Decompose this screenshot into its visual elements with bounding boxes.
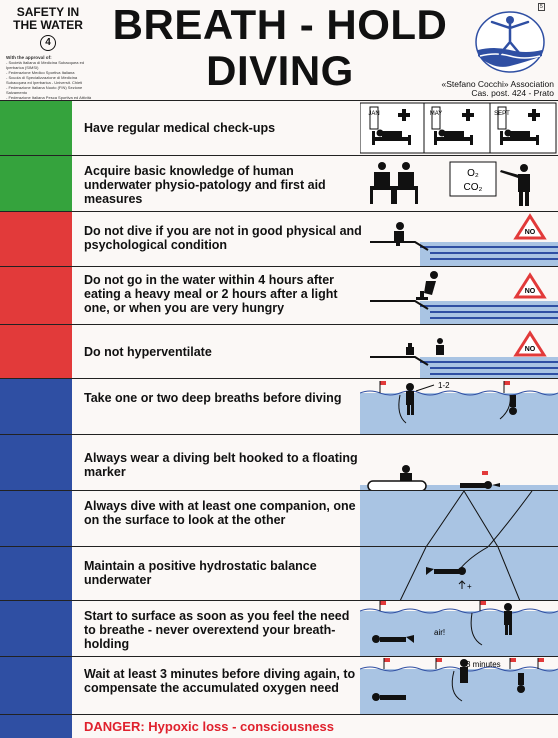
- poster-header: [0, 0, 558, 100]
- plus-label: +: [467, 582, 472, 591]
- title-line-2: DIVING: [206, 47, 354, 94]
- safety-number: 4: [40, 35, 56, 51]
- association-address: Cas. post. 424 - Prato: [471, 88, 554, 98]
- deep-breaths-pictogram: [360, 379, 558, 435]
- rule-text: Do not hyperventilate: [84, 345, 212, 359]
- three-minutes-label: 3 minutes: [466, 660, 501, 669]
- category-band: [0, 547, 72, 600]
- month-may-label: MAY: [429, 111, 443, 117]
- rule-text: Always wear a diving belt hooked to a floating marker: [84, 451, 358, 479]
- rule-row: [0, 211, 558, 266]
- physiology-pictogram: [360, 156, 558, 212]
- title-line-1: BREATH - HOLD: [112, 1, 448, 48]
- rule-row: [0, 100, 558, 155]
- rule-text: Wait at least 3 minutes before diving again, to compensate the accumulated oxygen need: [84, 667, 356, 695]
- category-band: [0, 212, 72, 266]
- rule-text: Acquire basic knowledge of human underwater physio-patology and first aid measures: [84, 164, 326, 206]
- category-band: [0, 491, 72, 546]
- approval-line: - Federazione Italiana Nuoto (FIN) Sezione Salvamento: [6, 85, 83, 95]
- rule-row: [0, 378, 558, 434]
- category-band: [0, 101, 72, 155]
- rule-row: [0, 600, 558, 656]
- rule-row: [0, 546, 558, 600]
- no-sign-label: NO: [524, 346, 536, 353]
- rule-text: Start to surface as soon as you feel the need to breathe - never overextend your breath-holding: [84, 609, 350, 651]
- page-title: [100, 2, 460, 94]
- approval-title: With the approval of:: [6, 55, 52, 60]
- air-label: air!: [434, 628, 446, 637]
- approval-line: - Scuola di Specializzazione di Medicina Subacquea ed Iperbarica - Universit. Chieti: [6, 75, 83, 85]
- rule-text: Maintain a positive hydrostatic balance underwater: [84, 559, 317, 587]
- rule-text: Do not dive if you are not in good physical and psychological condition: [84, 224, 362, 252]
- approval-line: - Società Italiana di Medicina Subacquea ed Iperbarica (SIMSI): [6, 60, 85, 70]
- condition-pictogram: [360, 212, 558, 267]
- breaths-label: 1-2: [438, 381, 450, 390]
- association-name: «Stefano Cocchi» Association: [441, 79, 554, 89]
- category-band: [0, 267, 72, 324]
- companion-pictogram: [360, 491, 558, 547]
- rule-text: Have regular medical check-ups: [84, 121, 276, 135]
- approval-line: - Federazione Italiana Pesca Sportiva ed Attività: [6, 95, 92, 100]
- no-warning-icon: [516, 333, 544, 355]
- category-band: [0, 715, 72, 738]
- no-warning-icon: [516, 216, 544, 238]
- rule-row: [0, 490, 558, 546]
- no-sign-label: NO: [524, 288, 536, 295]
- category-band: [0, 156, 72, 211]
- category-band: [0, 657, 72, 714]
- no-sign-label: NO: [524, 229, 536, 236]
- association-logo: [470, 6, 550, 76]
- meal-pictogram: [360, 267, 558, 325]
- diving-belt-pictogram: [360, 435, 558, 491]
- rule-text: Do not go in the water within 4 hours after eating a heavy meal or 2 hours after a light one, or when you are very hungry: [84, 273, 338, 315]
- approval-line: - Federazione Medico Sportiva Italiana: [6, 70, 75, 75]
- category-band: [0, 435, 72, 490]
- rule-row: [0, 656, 558, 714]
- category-band: [0, 601, 72, 656]
- rule-row: [0, 266, 558, 324]
- danger-text: DANGER: Hypoxic loss - consciousness: [84, 719, 334, 734]
- rule-row: [0, 434, 558, 490]
- month-jan-label: JAN: [368, 111, 380, 117]
- approval-block: [6, 55, 98, 105]
- surface-pictogram: [360, 601, 558, 657]
- rule-row: [0, 324, 558, 378]
- category-band: [0, 379, 72, 434]
- medical-checkup-pictogram: [360, 101, 558, 156]
- wait-pictogram: [360, 657, 558, 715]
- co2-label: CO₂: [463, 182, 483, 193]
- safety-title: SAFETY IN THE WATER: [13, 5, 83, 32]
- association-info: [430, 80, 558, 98]
- rule-text: Always dive with at least one companion, one on the surface to look at the other: [84, 499, 356, 527]
- category-band: [0, 325, 72, 378]
- rule-row: [0, 155, 558, 211]
- no-warning-icon: [516, 275, 544, 297]
- hyperventilate-pictogram: [360, 325, 558, 379]
- o2-label: O₂: [467, 168, 479, 179]
- month-sept-label: SEPT: [494, 111, 510, 117]
- rule-text: Take one or two deep breaths before diving: [84, 391, 342, 405]
- safety-badge: [8, 6, 88, 51]
- danger-footer: [0, 714, 558, 738]
- corner-mark: 5: [540, 4, 543, 10]
- hydrostatic-balance-pictogram: [360, 547, 558, 601]
